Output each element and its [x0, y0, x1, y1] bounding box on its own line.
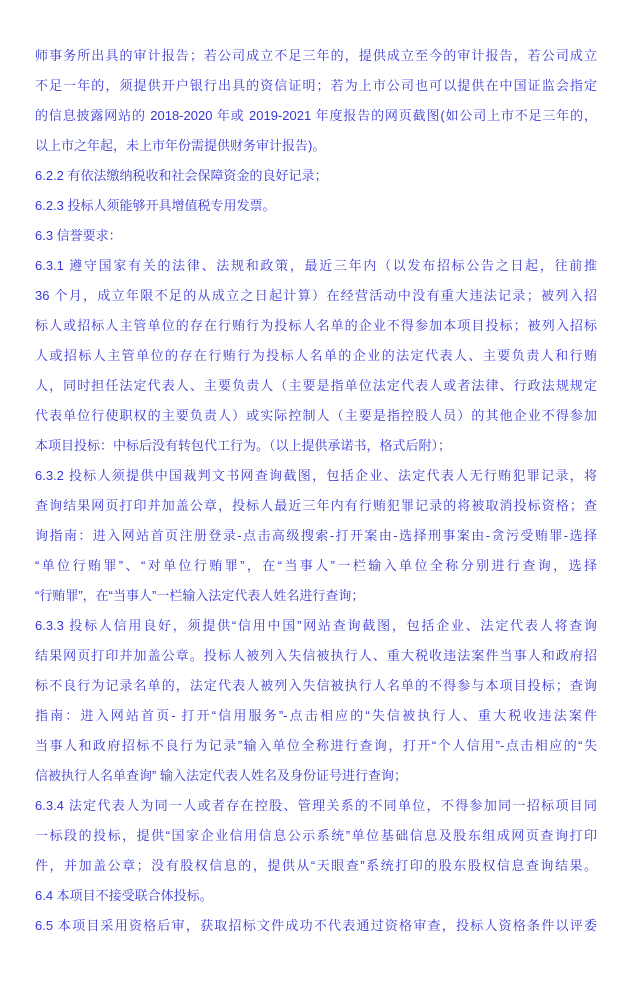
text-line: 36 个月，成立年限不足的从成立之日起计算）在经营活动中没有重大违法记录；被列入招: [35, 288, 597, 303]
text-line: 6.3.4 法定代表人为同一人或者存在控股、管理关系的不同单位，不得参加同一招标项目同: [35, 798, 597, 813]
text-line: 标人或招标人主管单位的存在行贿行为投标人名单的企业不得参加本项目投标；被列入招标: [35, 318, 597, 333]
text-line: 标不良行为记录名单的，法定代表人被列入失信被执行人名单的不得参与本项目投标；查询: [35, 678, 597, 693]
document-body: [35, 41, 597, 941]
text-line: 当事人和政府招标不良行为记录”输入单位全称进行查询，打开“个人信用”-点击相应的“失: [35, 738, 597, 753]
text-line: “单位行贿罪”、“对单位行贿罪”，在“当事人”一栏输入单位全称分别进行查询，选择: [35, 558, 597, 573]
text-line: 的信息披露网站的 2018-2020 年或 2019-2021 年度报告的网页截图(如公司上市不足三年的，: [35, 108, 597, 123]
text-line: 指南：进入网站首页- 打开“信用服务”-点击相应的“失信被执行人、重大税收违法案件: [35, 708, 597, 723]
text-line: 信被执行人名单查询” 输入法定代表人姓名及身份证号进行查询；: [35, 768, 407, 783]
text-line: 以上市之年起，未上市年份需提供财务审计报告)。: [35, 138, 326, 153]
text-line: 件，并加盖公章；没有股权信息的，提供从“天眼查”系统打印的股东股权信息查询结果。: [35, 858, 597, 873]
text-line: 一标段的投标，提供“国家企业信用信息公示系统”单位基础信息及股东组成网页查询打印: [35, 828, 597, 843]
text-line: 询指南：进入网站首页注册登录-点击高级搜索-打开案由-选择刑事案由-贪污受贿罪-选择: [35, 528, 597, 543]
text-line: 6.3.3 投标人信用良好，须提供“信用中国”网站查询截图，包括企业、法定代表人将查询: [35, 618, 597, 633]
text-line: 代表单位行使职权的主要负责人）或实际控制人（主要是指控股人员）的其他企业不得参加: [35, 408, 597, 423]
text-line: 6.2.2 有依法缴纳税收和社会保障资金的良好记录；: [35, 168, 328, 183]
text-line: 本项目投标：中标后没有转包代工行为。（以上提供承诺书，格式后附）；: [35, 438, 452, 453]
text-line: 结果网页打印并加盖公章。投标人被列入失信被执行人、重大税收违法案件当事人和政府招: [35, 648, 597, 663]
text-line: 6.5 本项目采用资格后审，获取招标文件成功不代表通过资格审查，投标人资格条件以评委: [35, 918, 597, 933]
text-line: 查询结果网页打印并加盖公章，投标人最近三年内有行贿犯罪记录的将被取消投标资格；查: [35, 498, 597, 513]
text-line: 6.2.3 投标人须能够开具增值税专用发票。: [35, 198, 276, 213]
text-line: 6.4 本项目不接受联合体投标。: [35, 888, 213, 903]
text-line: 6.3.2 投标人须提供中国裁判文书网查询截图，包括企业、法定代表人无行贿犯罪记录，将: [35, 468, 597, 483]
text-line: 不足一年的，须提供开户银行出具的资信证明；若为上市公司也可以提供在中国证监会指定: [35, 78, 597, 93]
text-line: 6.3.1 遵守国家有关的法律、法规和政策，最近三年内（以发布招标公告之日起，往前推: [35, 258, 597, 273]
text-line: “行贿罪”，在“当事人”一栏输入法定代表人姓名进行查询；: [35, 588, 365, 603]
text-line: 师事务所出具的审计报告；若公司成立不足三年的，提供成立至今的审计报告，若公司成立: [35, 48, 597, 63]
text-line: 人或招标人主管单位的存在行贿行为投标人名单的企业的法定代表人、主要负责人和行贿: [35, 348, 597, 363]
text-line: 6.3 信誉要求：: [35, 228, 122, 243]
text-line: 人，同时担任法定代表人、主要负责人（主要是指单位法定代表人或者法律、行政法规规定: [35, 378, 597, 393]
